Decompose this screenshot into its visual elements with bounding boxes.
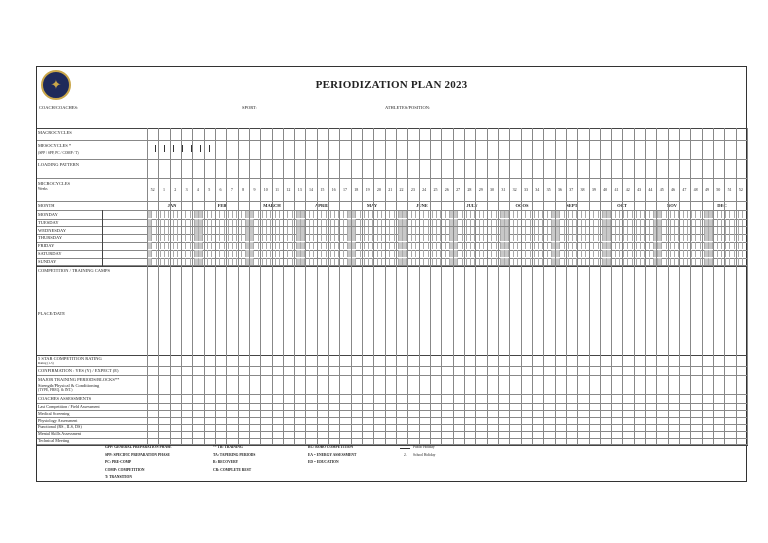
day-label: TUESDAY	[38, 219, 59, 225]
day-label: SUNDAY	[38, 258, 57, 264]
month-header: JULY	[466, 203, 478, 208]
periodization-sheet	[36, 66, 747, 482]
assessment-item: Functional (RS , ILS, DS)	[38, 424, 82, 430]
month-header: APRIL	[314, 203, 329, 208]
week-number: 33	[523, 187, 528, 192]
week-number: 35	[546, 187, 551, 192]
month-header: NOV	[667, 203, 677, 208]
assessment-item: Medical Screening	[38, 410, 70, 416]
assessments-label: COACHES ASSESSMENTS	[38, 396, 92, 401]
week-number: 38	[580, 187, 585, 192]
day-cell[interactable]	[742, 234, 746, 241]
legend-cr: CR: COMPLETE REST	[213, 468, 252, 472]
week-number: 15	[320, 187, 325, 192]
week-number: 32	[512, 187, 517, 192]
strength-label: Strength/Physical & Conditioning	[38, 383, 100, 388]
week-number: 2	[174, 187, 177, 192]
week-number: 37	[569, 187, 574, 192]
day-cell[interactable]	[742, 242, 746, 249]
week-number: 4	[196, 187, 199, 192]
legend-ed: ED = EDUCATION	[308, 460, 339, 464]
week-number: 50	[716, 187, 721, 192]
week-number: 16	[331, 187, 336, 192]
legend-spp: SPP: SPECIFIC PREPARATION PHASE	[105, 453, 170, 457]
mesocycles-label: MESOCYCLES *	[38, 143, 72, 148]
legend-school-mark: 2.	[404, 453, 407, 457]
legend-ta: TA: TAPERING PERIODS	[213, 453, 256, 457]
week-number: 9	[253, 187, 256, 192]
week-number: 51	[727, 187, 732, 192]
week-number: 44	[648, 187, 653, 192]
week-number: 29	[478, 187, 483, 192]
day-label: SATURDAY	[38, 251, 62, 256]
week-number: 24	[422, 187, 427, 192]
page-title: PERIODIZATION PLAN 2023	[315, 79, 468, 91]
place-label: PLACE/DATE	[38, 311, 65, 316]
legend-school: School Holiday	[413, 453, 436, 457]
star-rating-sub: Rating (1-5)	[38, 361, 54, 365]
month-header: OGOS	[515, 203, 529, 208]
month-header: JAN	[167, 203, 177, 208]
mesocycles-sub: (SPP / SPP, PC / COMP / T)	[38, 151, 79, 155]
legend-t: T: TRANSITION	[105, 475, 132, 479]
week-number: 10	[263, 187, 268, 192]
day-label: MONDAY	[38, 212, 58, 217]
week-number: 47	[682, 187, 687, 192]
month-label: MONTH	[38, 203, 55, 208]
confirmation-label: CONFIRMATION : YES (Y) / EXPECT (E)	[38, 368, 119, 373]
week-number: 42	[625, 187, 630, 192]
week-number: 13	[297, 187, 302, 192]
week-number: 3	[185, 187, 188, 192]
macrocycles-label: MACROCYCLES	[38, 130, 72, 135]
assessment-item: Technical Meeting	[38, 438, 70, 443]
week-number: 34	[535, 187, 540, 192]
legend-comp: COMP: COMPETITION	[105, 468, 145, 472]
day-label: WEDNESDAY	[38, 227, 67, 233]
seal-icon: ✦	[41, 70, 71, 100]
microcycles-label: MICROCYCLES	[38, 181, 71, 186]
star-rating-label: 5 STAR COMPETITION RATING	[38, 356, 102, 361]
week-number: 36	[557, 187, 562, 192]
week-number: 6	[219, 187, 222, 192]
month-header: MARCH	[263, 203, 281, 208]
sport-label: SPORT:	[242, 105, 257, 110]
legend-ea: EA = ENERGY ASSESSMENT	[308, 453, 357, 457]
legend-tr: ** TR: TRAINING	[213, 445, 243, 449]
week-number: 12	[286, 187, 291, 192]
week-number: 17	[342, 187, 347, 192]
week-number: 7	[230, 187, 233, 192]
legend-public: Public Holiday	[413, 445, 435, 449]
assessment-item: Last Competition / Field Assessment	[38, 404, 100, 409]
major-training-label: MAJOR TRAINING PERIODS/BLOCKS**	[38, 377, 120, 382]
week-number: 46	[671, 187, 676, 192]
legend-gpp: GPP: GENERAL PREPARATION PHASE	[105, 445, 172, 449]
week-number: 41	[614, 187, 619, 192]
week-number: 31	[501, 187, 506, 192]
day-label: THURSDAY	[38, 235, 63, 241]
month-header: SEPT	[566, 203, 578, 208]
athletes-label: ATHLETES/POSITION:	[385, 105, 431, 110]
week-number: 22	[399, 187, 404, 192]
day-cell[interactable]	[742, 258, 746, 265]
month-header: OCT	[617, 203, 627, 208]
day-label: FRIDAY	[38, 243, 55, 249]
day-cell[interactable]	[742, 219, 746, 226]
week-number: 8	[242, 187, 245, 192]
week-number: 19	[365, 187, 370, 192]
week-number: 14	[309, 187, 314, 192]
week-number: 5	[208, 187, 211, 192]
assessment-item: Mental Skills Assessment	[38, 431, 82, 437]
week-number: 45	[659, 187, 664, 192]
week-number: 1	[162, 187, 165, 192]
week-number: 43	[637, 187, 642, 192]
week-number: 20	[376, 187, 381, 192]
week-number: 18	[354, 187, 359, 192]
legend-r: R: RECOVERY	[213, 460, 239, 464]
day-cell[interactable]	[742, 227, 746, 234]
week-number: 39	[591, 187, 596, 192]
week-number: 28	[467, 187, 472, 192]
legend-pc: PC: PRE-COMP	[105, 460, 132, 464]
week-number: 26	[444, 187, 449, 192]
week-number: 21	[388, 187, 393, 192]
week-number: 52	[150, 187, 155, 192]
microcycles-sub: Weeks	[38, 187, 48, 191]
competition-label: COMPETITION / TRAINING CAMPS	[38, 268, 111, 273]
week-number: 30	[490, 187, 495, 192]
week-number: 23	[410, 187, 415, 192]
month-header: MAY	[366, 203, 378, 208]
week-number: 27	[456, 187, 461, 192]
week-number: 52	[738, 187, 743, 192]
month-header: DEC	[717, 203, 727, 208]
day-cell[interactable]	[742, 211, 746, 218]
legend-rc: RC: ROBO COMPETITION	[308, 445, 354, 449]
coach-label: COACH/COACHES:	[39, 105, 79, 110]
public-holiday-swatch	[400, 448, 410, 449]
month-header: JUNE	[416, 203, 428, 208]
day-cell[interactable]	[742, 250, 746, 257]
assessment-item: Physiology Assessment	[38, 417, 78, 423]
loading-label: LOADING PATTERN	[38, 162, 79, 167]
month-header: FEB	[217, 203, 227, 208]
week-number: 11	[275, 187, 280, 192]
week-number: 48	[693, 187, 698, 192]
week-number: 49	[704, 187, 709, 192]
strength-sub: (TYPE, FREQ. & INT.)	[38, 388, 73, 392]
week-number: 25	[433, 187, 438, 192]
week-number: 40	[603, 187, 608, 192]
